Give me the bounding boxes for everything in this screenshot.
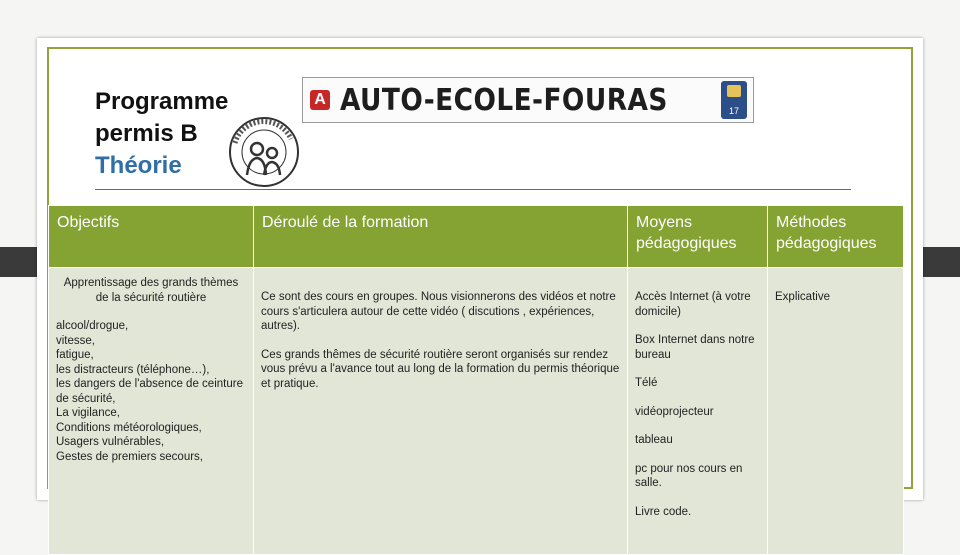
header-deroule: Déroulé de la formation	[254, 206, 628, 268]
moyen-item: Livre code.	[635, 505, 692, 518]
title-line-1: Programme	[95, 88, 229, 115]
objectif-item: les distracteurs (téléphone…),	[56, 363, 210, 376]
title-subtitle: Théorie	[95, 152, 182, 179]
program-table	[48, 205, 904, 555]
objectif-item: Usagers vulnérables,	[56, 436, 165, 448]
cell-objectifs	[49, 268, 254, 555]
conduite-accompagnee-seal-icon	[225, 115, 303, 189]
objectif-item: alcool/drogue,	[56, 320, 129, 332]
title-line-2: permis B	[95, 120, 198, 147]
flag-icon	[727, 85, 741, 97]
auto-ecole-logo	[302, 77, 754, 123]
moyen-item: Accès Internet (à votre domicile)	[635, 291, 751, 318]
cell-deroule	[254, 268, 628, 555]
objectif-item: les dangers de l'absence de ceinture de sécurité,	[56, 378, 243, 405]
cell-moyens	[628, 268, 768, 555]
logo-name: AUTO-ECOLE-FOURAS	[340, 82, 668, 118]
header-methodes: Méthodes pédagogiques	[768, 206, 904, 268]
logo-letter: A	[310, 90, 330, 110]
objectif-item: Gestes de premiers secours,	[56, 450, 204, 463]
moyen-item: tableau	[635, 434, 673, 446]
moyen-item: pc pour nos cours en salle.	[635, 462, 743, 489]
moyen-item: Box Internet dans notre bureau	[635, 334, 755, 361]
page-title	[95, 86, 228, 182]
objectif-item: La vigilance,	[56, 407, 120, 419]
table-row	[49, 268, 904, 555]
table-header-row	[49, 206, 904, 268]
objectif-item: Conditions météorologiques,	[56, 421, 202, 434]
cell-methodes	[768, 268, 904, 555]
title-divider	[95, 189, 851, 190]
deroule-paragraph-2: Ces grands thêmes de sécurité routière seront organisés sur rendez vous prévu a l'avance tout au long de la formation du permis théorique et pratique.	[261, 348, 620, 390]
methode-item: Explicative	[775, 291, 830, 303]
header-moyens: Moyens pédagogiques	[628, 206, 768, 268]
header-objectifs: Objectifs	[49, 206, 254, 268]
badge-number: 17	[728, 106, 739, 116]
moyen-item: vidéoprojecteur	[635, 405, 714, 418]
objectif-item: vitesse,	[56, 334, 95, 347]
deroule-paragraph-1: Ce sont des cours en groupes. Nous visionnerons des vidéos et notre cours s'articulera autour de cette vidéo ( discutions , expériences, autres).	[261, 291, 616, 332]
department-badge-icon	[721, 81, 747, 119]
objectif-item: fatigue,	[56, 349, 94, 361]
moyen-item: Télé	[635, 377, 658, 389]
objectifs-intro: Apprentissage des grands thèmes de la sécurité routière	[63, 277, 239, 304]
